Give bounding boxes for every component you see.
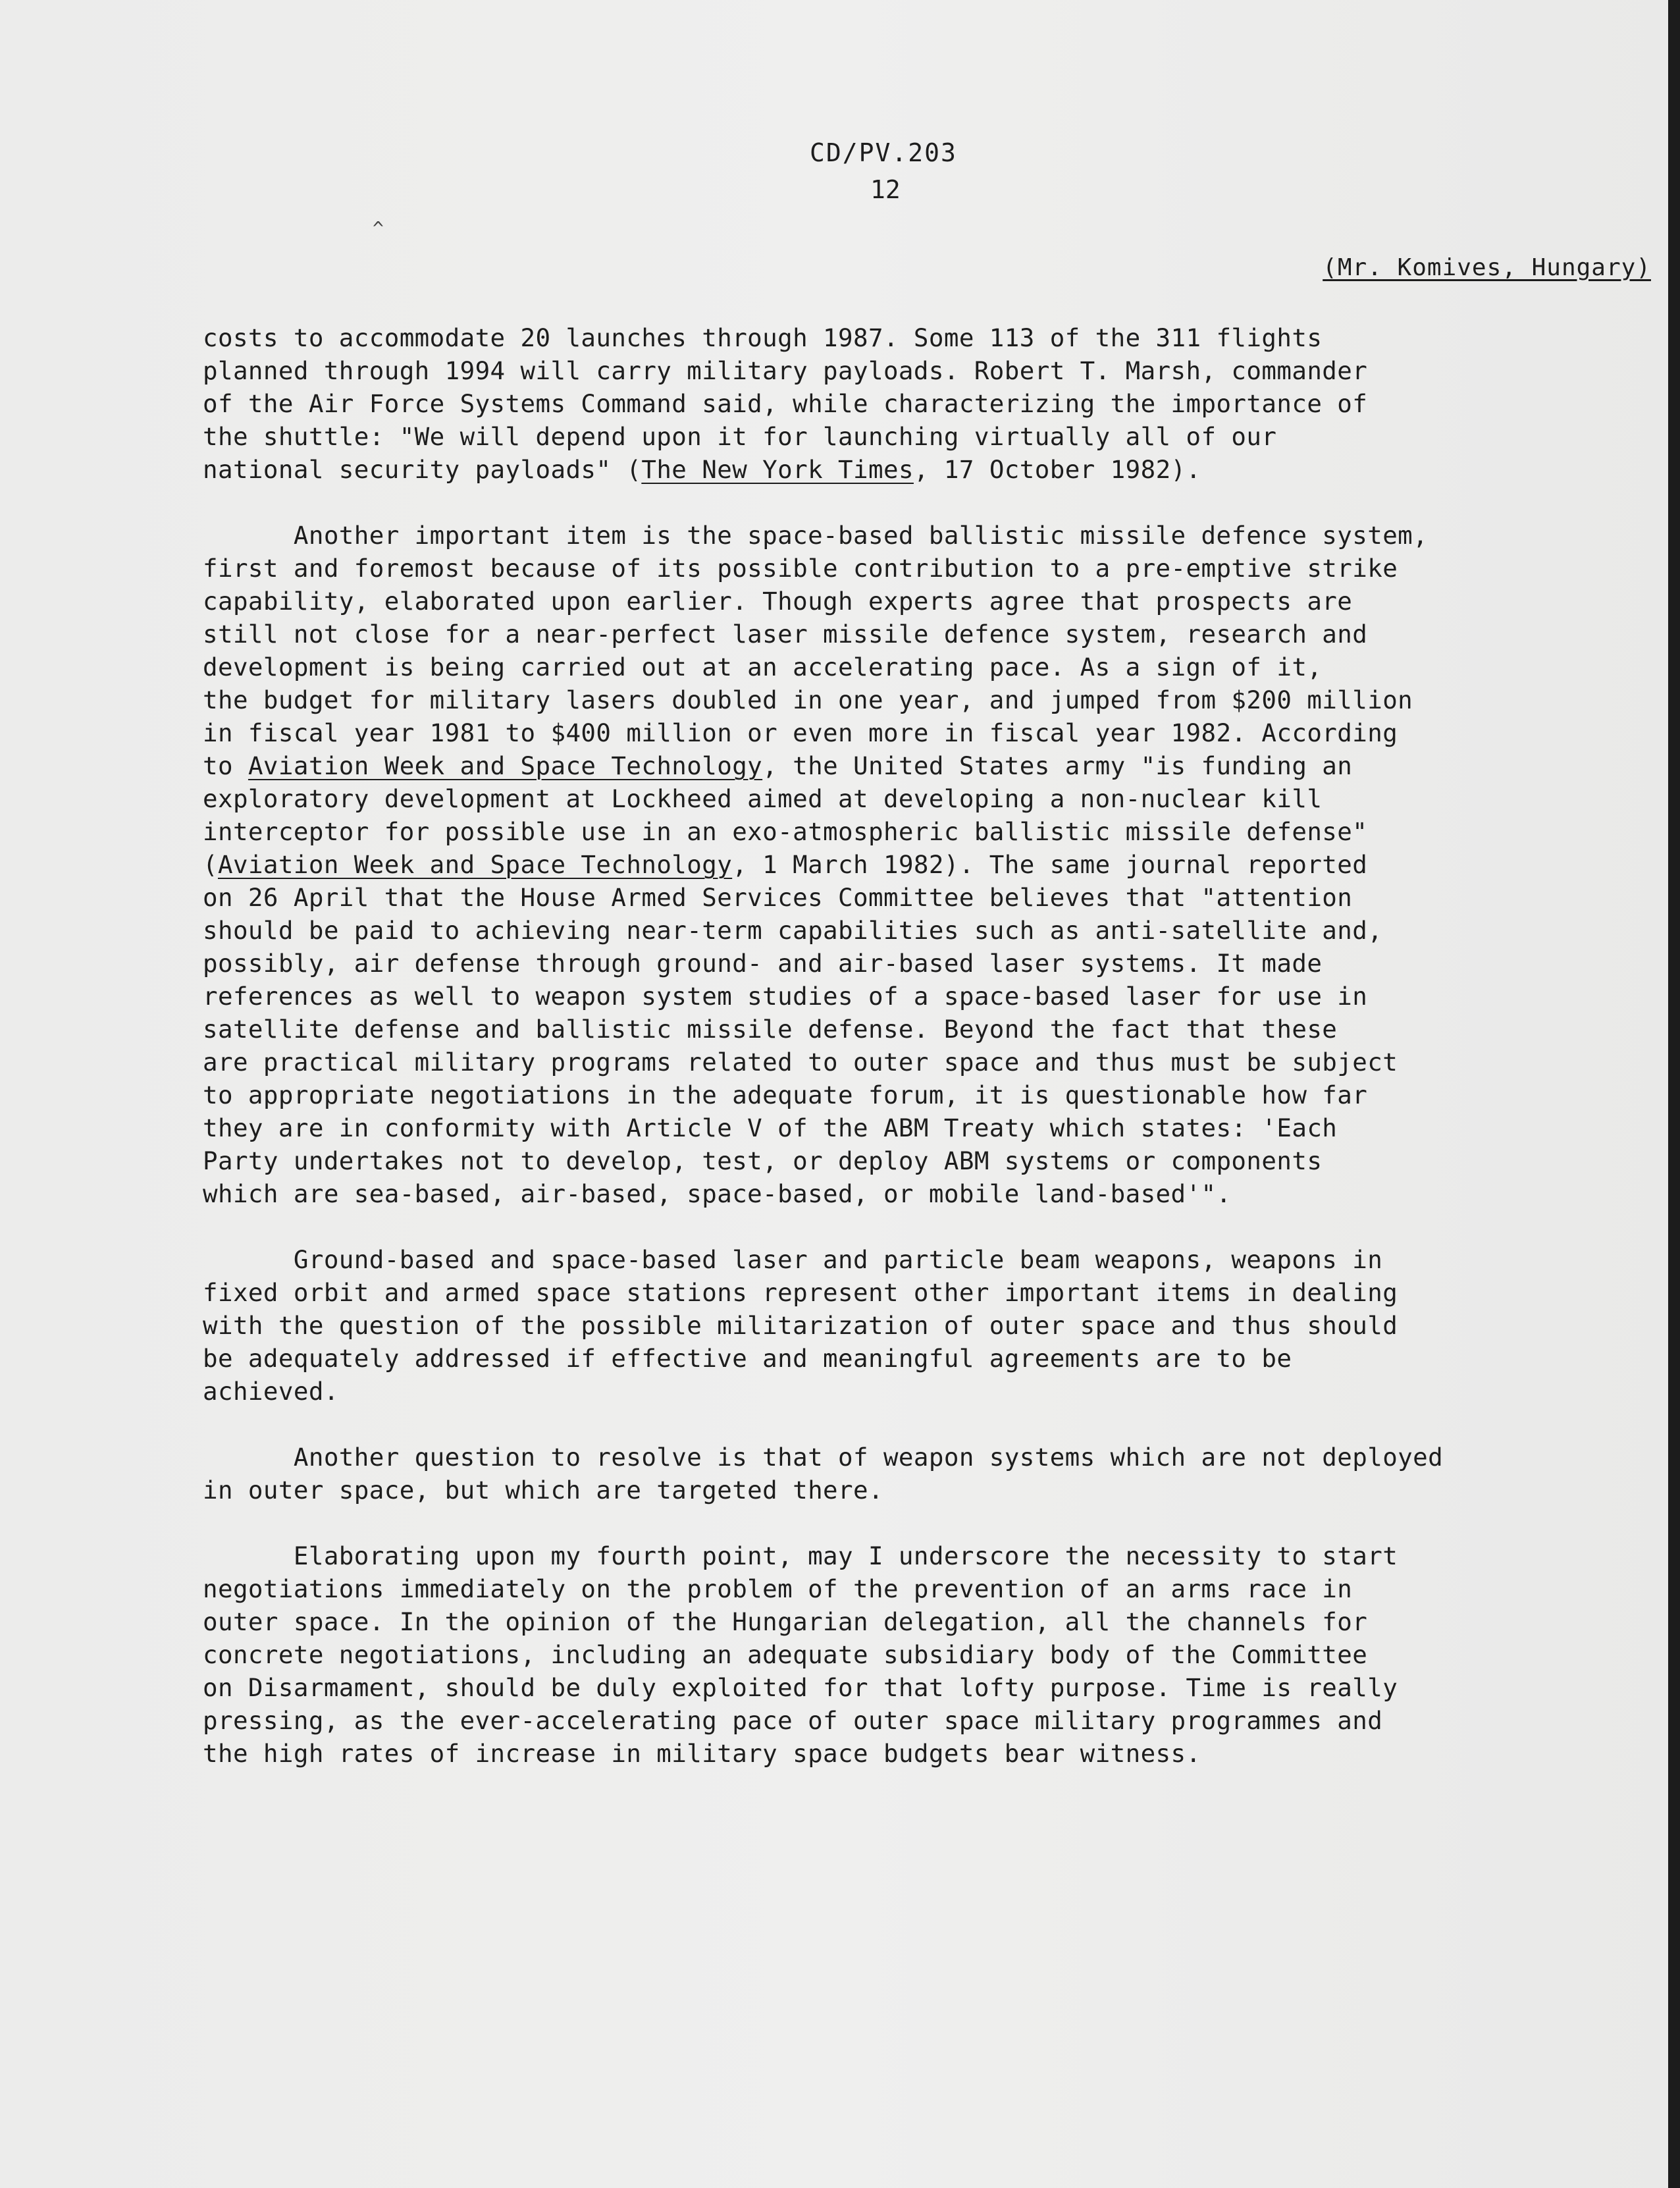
text-line: in outer space, but which are targeted there. — [203, 1476, 883, 1505]
text-line: on Disarmament, should be duly exploited for that lofty purpose. Time is really — [203, 1673, 1398, 1702]
text-line: still not close for a near-perfect laser missile defence system, research and — [203, 620, 1368, 649]
text-line: Another question to resolve is that of weapon systems which are not deployed — [203, 1443, 1444, 1472]
text-line: Elaborating upon my fourth point, may I underscore the necessity to start — [203, 1541, 1398, 1570]
text-line: be adequately addressed if effective and meaningful agreements are to be — [203, 1344, 1292, 1373]
text-line: satellite defense and ballistic missile defense. Beyond the fact that these — [203, 1015, 1338, 1044]
text-line: concrete negotiations, including an adequate subsidiary body of the Committee — [203, 1640, 1368, 1669]
page-number: 12 — [870, 175, 901, 204]
text-line: development is being carried out at an accelerating pace. As a sign of it, — [203, 653, 1323, 681]
text-line: Ground-based and space-based laser and particle beam weapons, weapons in — [203, 1245, 1383, 1274]
paragraph-3 — [203, 1243, 1585, 1408]
text-line: exploratory development at Lockheed aimed at developing a non-nuclear kill — [203, 784, 1323, 813]
text-line: are practical military programs related to outer space and thus must be subject — [203, 1048, 1398, 1077]
text-line: on 26 April that the House Armed Services Committee believes that "attention — [203, 883, 1353, 912]
paragraph-5 — [203, 1539, 1585, 1770]
document-reference: CD/PV.203 — [810, 138, 957, 167]
text-line: national security payloads" (The New York Times, 17 October 1982). — [203, 455, 1201, 484]
text-line: pressing, as the ever-accelerating pace of outer space military programmes and — [203, 1706, 1383, 1735]
text-line: in fiscal year 1981 to $400 million or even more in fiscal year 1982. According — [203, 718, 1398, 747]
text-line: interceptor for possible use in an exo-atmospheric ballistic missile defense" — [203, 817, 1368, 846]
text-line: they are in conformity with Article V of the ABM Treaty which states: 'Each — [203, 1113, 1338, 1142]
speaker-attribution — [1323, 254, 1651, 281]
text-line: outer space. In the opinion of the Hungarian delegation, all the channels for — [203, 1607, 1368, 1636]
text-line: achieved. — [203, 1377, 339, 1406]
text-line: negotiations immediately on the problem of the prevention of an arms race in — [203, 1574, 1353, 1603]
text-line: the high rates of increase in military space budgets bear witness. — [203, 1739, 1201, 1768]
text-line: costs to accommodate 20 launches through 1987. Some 113 of the 311 flights — [203, 323, 1323, 352]
scan-edge — [1668, 0, 1680, 2188]
text-line: which are sea-based, air-based, space-based, or mobile land-based'". — [203, 1179, 1232, 1208]
text-line: should be paid to achieving near-term capabilities such as anti-satellite and, — [203, 916, 1383, 945]
text-line: planned through 1994 will carry military payloads. Robert T. Marsh, commander — [203, 356, 1368, 385]
text-line: capability, elaborated upon earlier. Though experts agree that prospects are — [203, 587, 1353, 616]
text-line: (Aviation Week and Space Technology, 1 March 1982). The same journal reported — [203, 850, 1368, 879]
text-line: the shuttle: "We will depend upon it for launching virtually all of our — [203, 422, 1277, 451]
paragraph-4 — [203, 1441, 1585, 1507]
text-line: with the question of the possible militarization of outer space and thus should — [203, 1311, 1398, 1340]
text-line: Another important item is the space-based ballistic missile defence system, — [203, 521, 1429, 550]
text-line: references as well to weapon system studies of a space-based laser for use in — [203, 982, 1368, 1011]
text-line: to appropriate negotiations in the adequate forum, it is questionable how far — [203, 1081, 1368, 1109]
scan-mark: ^ — [373, 217, 384, 239]
text-line: possibly, air defense through ground- and air-based laser systems. It made — [203, 949, 1323, 978]
text-line: the budget for military lasers doubled in one year, and jumped from $200 million — [203, 685, 1413, 714]
text-line: fixed orbit and armed space stations represent other important items in dealing — [203, 1278, 1398, 1307]
speaker-label: (Mr. Komives, Hungary) — [1323, 254, 1651, 281]
text-line: first and foremost because of its possible contribution to a pre-emptive strike — [203, 554, 1398, 583]
text-line: of the Air Force Systems Command said, while characterizing the importance of — [203, 389, 1368, 418]
paragraph-2 — [203, 519, 1585, 1210]
document-body — [203, 321, 1585, 1803]
text-line: to Aviation Week and Space Technology, the United States army "is funding an — [203, 751, 1353, 780]
paragraph-1 — [203, 321, 1585, 486]
text-line: Party undertakes not to develop, test, or deploy ABM systems or components — [203, 1146, 1323, 1175]
